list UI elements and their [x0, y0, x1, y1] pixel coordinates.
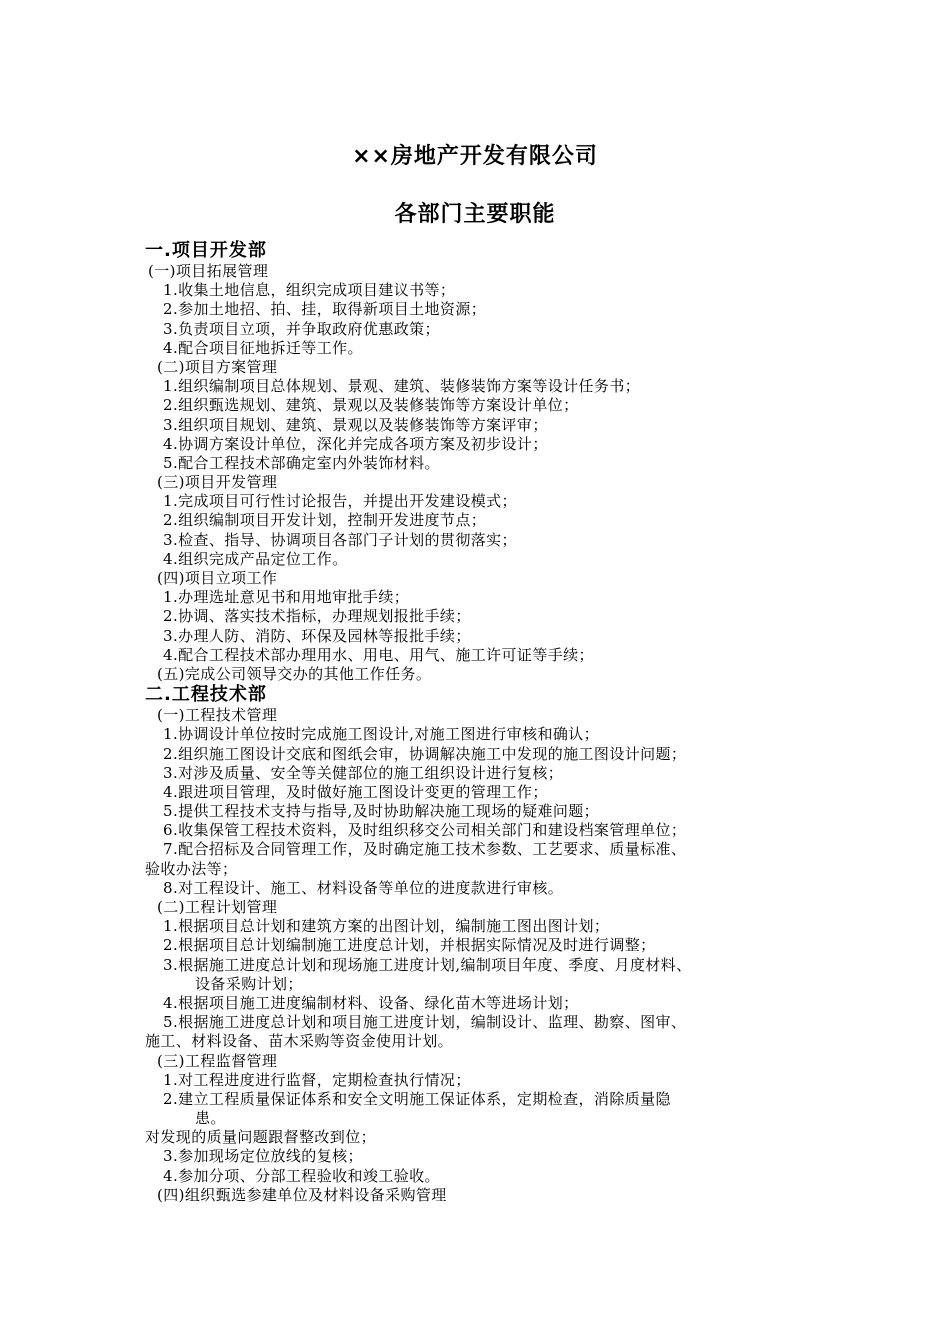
text-line: 6.收集保管工程技术资料，及时组织移交公司相关部门和建设档案管理单位；: [163, 821, 687, 840]
text-line: 验收办法等；: [145, 859, 238, 878]
text-line: 1.根据项目总计划和建筑方案的出图计划，编制施工图出图计划；: [163, 917, 610, 936]
text-line: 4.配合工程技术部办理用水、用电、用气、施工许可证等手续；: [163, 645, 594, 664]
text-line: 5.提供工程技术支持与指导,及时协助解决施工现场的疑难问题；: [163, 802, 600, 821]
text-line: (二)工程计划管理: [157, 898, 278, 916]
text-line: 4.协调方案设计单位，深化并完成各项方案及初步设计；: [163, 434, 548, 453]
section-heading: 二.工程技术部: [145, 684, 267, 706]
text-line: (三)项目开发管理: [157, 473, 278, 492]
text-line: 2.根据项目总计划编制施工进度总计划，并根据实际情况及时进行调整；: [163, 936, 656, 955]
text-line: (一)项目拓展管理: [148, 262, 269, 280]
text-line: 5.根据施工进度总计划和项目施工进度计划，编制设计、监理、勘察、图审、: [163, 1013, 687, 1032]
text-line: 5.配合工程技术部确定室内外装饰材料。: [163, 453, 440, 472]
text-line: 2.建立工程质量保证体系和安全文明施工保证体系，定期检查，消除质量隐: [163, 1089, 671, 1108]
text-line: 4.参加分项、分部工程验收和竣工验收。: [163, 1166, 440, 1185]
text-line: (三)工程监督管理: [157, 1051, 278, 1070]
text-line: 4.配合项目征地拆迁等工作。: [163, 338, 363, 357]
text-line: 3.办理人防、消防、环保及园林等报批手续；: [163, 626, 471, 645]
text-line: 2.协调、落实技术指标，办理规划报批手续；: [163, 607, 471, 626]
text-line: 1.办理选址意见书和用地审批手续；: [163, 588, 410, 607]
text-line: (二)项目方案管理: [157, 357, 278, 376]
text-line: 4.根据项目施工进度编制材料、设备、绿化苗木等进场计划；: [163, 993, 579, 1012]
text-line: 1.组织编制项目总体规划、景观、建筑、装修装饰方案等设计任务书；: [163, 377, 641, 396]
text-line: 3.负责项目立项，并争取政府优惠政策；: [163, 319, 440, 338]
text-line: 3.检查、指导、协调项目各部门子计划的贯彻落实；: [163, 530, 517, 549]
text-line: 4.组织完成产品定位工作。: [163, 549, 348, 568]
text-line: 3.根据施工进度总计划和现场施工进度计划,编制项目年度、季度、月度材料、: [163, 955, 692, 974]
text-line: (四)组织甄选参建单位及材料设备采购管理: [157, 1185, 447, 1204]
text-line: (一)工程技术管理: [157, 706, 278, 725]
text-line: 4.跟进项目管理，及时做好施工图设计变更的管理工作；: [163, 782, 548, 801]
text-line: 2.组织编制项目开发计划，控制开发进度节点；: [163, 511, 487, 530]
text-line: 施工、材料设备、苗木采购等资金使用计划。: [145, 1032, 454, 1051]
text-line: 2.参加土地招、拍、挂，取得新项目土地资源；: [163, 300, 487, 319]
text-line: 对发现的质量问题跟督整改到位；: [145, 1128, 377, 1147]
text-line: 2.组织甄选规划、建筑、景观以及装修装饰等方案设计单位；: [163, 396, 579, 415]
text-line: 3.参加现场定位放线的复核；: [163, 1147, 363, 1166]
document-body: [145, 240, 825, 1205]
section-heading: 一.项目开发部: [145, 240, 267, 261]
text-line: (五)完成公司领导交办的其他工作任务。: [157, 664, 432, 683]
text-line: 8.对工程设计、施工、材料设备等单位的进度款进行审核。: [163, 878, 564, 897]
text-line: 患。: [195, 1109, 226, 1128]
text-line: 1.完成项目可行性讨论报告，并提出开发建设模式；: [163, 492, 517, 511]
text-line: 1.协调设计单位按时完成施工图设计,对施工图进行审核和确认；: [163, 725, 600, 744]
text-line: 2.组织施工图设计交底和图纸会审，协调解决施工中发现的施工图设计问题；: [163, 744, 687, 763]
document-title: 各部门主要职能: [394, 202, 556, 227]
text-line: 设备采购计划；: [195, 974, 303, 993]
text-line: 7.配合招标及合同管理工作，及时确定施工技术参数、工艺要求、质量标准、: [163, 840, 687, 859]
text-line: 1.收集土地信息，组织完成项目建议书等；: [163, 281, 456, 300]
text-line: (四)项目立项工作: [157, 569, 278, 587]
text-line: 1.对工程进度进行监督，定期检查执行情况；: [163, 1070, 471, 1089]
text-line: 3.对涉及质量、安全等关健部位的施工组织设计进行复核；: [163, 763, 564, 782]
text-line: 3.组织项目规划、建筑、景观以及装修装饰等方案评审；: [163, 415, 548, 434]
company-title: ××房地产开发有限公司: [352, 144, 598, 169]
